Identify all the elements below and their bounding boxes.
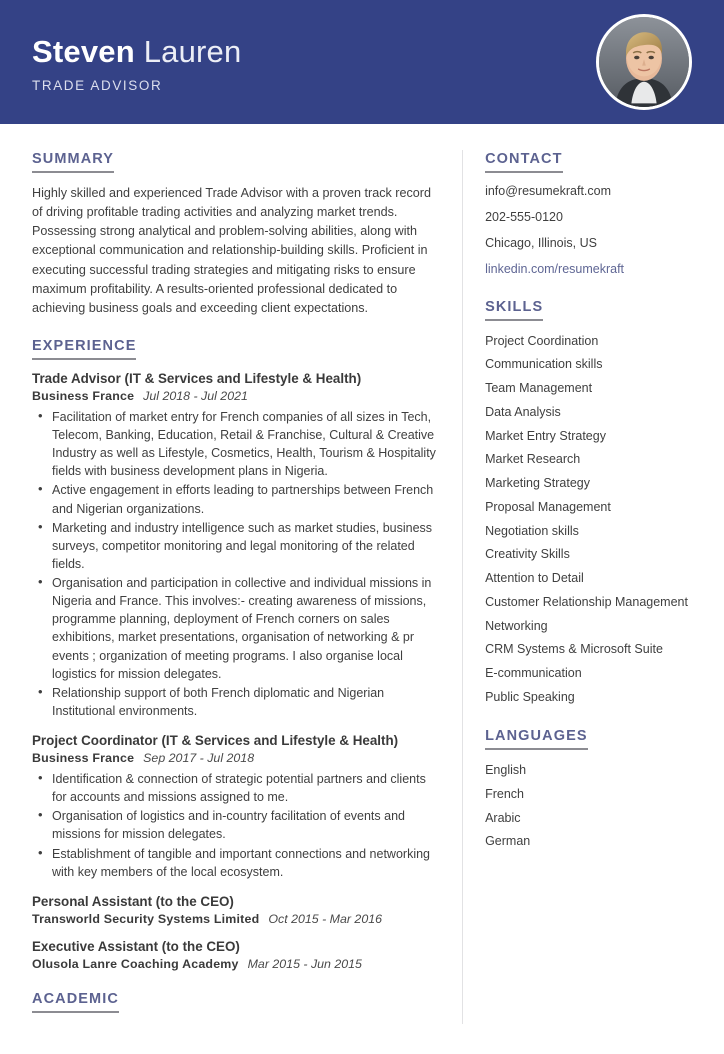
summary-section [32,150,442,318]
skills-heading: SKILLS [485,299,543,321]
skill-item: Customer Relationship Management [485,594,688,609]
contact-item-email[interactable]: info@resumekraft.com [485,184,611,198]
resume-body [0,124,724,1024]
job-bullet: • Organisation and participation in collective and individual missions in Nigeria and France. This involves:- creating awareness of missions, programme planning, deployment of French corners on sales exhibitions, market presentations, organisation of networking & pr events ; organization of meeting programs. I also organise local logistics for mission delegates. [32,574,442,683]
language-item: French [485,786,524,801]
portrait-photo-icon [599,17,689,107]
job-company: Transworld Security Systems Limited [32,911,260,926]
contact-item-phone: 202-555-0120 [485,209,563,224]
contact-heading: CONTACT [485,151,563,173]
job-company: Business France [32,388,135,403]
contact-item-link[interactable]: linkedin.com/resumekraft [485,261,625,276]
experience-section [32,337,442,971]
skill-item: Networking [485,618,548,633]
job-dates: Mar 2015 - Jun 2015 [247,956,362,971]
skill-item: E-communication [485,666,582,680]
academic-section [32,990,442,1054]
contact-list [485,183,696,278]
contact-item-location: Chicago, Illinois, US [485,235,597,250]
skill-item: Project Coordination [485,333,599,348]
avatar [596,14,692,110]
experience-item [32,371,442,720]
experience-item [32,733,442,881]
skill-item: Negotiation skills [485,523,579,538]
language-item: German [485,834,531,849]
languages-list [485,760,696,852]
left-column [32,150,462,1024]
skill-item: Marketing Strategy [485,476,590,490]
skill-item: CRM Systems & Microsoft Suite [485,642,663,657]
job-meta [32,957,442,971]
skill-item: Proposal Management [485,499,611,514]
academic-heading: ACADEMIC [32,991,119,1013]
job-dates: Oct 2015 - Mar 2016 [268,911,382,926]
last-name: Lauren [143,33,242,69]
skill-item: Team Management [485,381,593,395]
skill-item: Creativity Skills [485,547,570,562]
experience-item [32,894,442,926]
languages-heading: LANGUAGES [485,728,588,750]
job-dates: Sep 2017 - Jul 2018 [143,751,255,766]
first-name: Steven [32,33,135,69]
skill-item: Communication skills [485,357,603,372]
skill-item: Data Analysis [485,404,561,419]
skills-list [485,331,696,708]
job-bullet: • Active engagement in efforts leading to partnerships between French and Nigerian organizations. [32,481,442,517]
right-column [462,150,696,1024]
job-meta [32,912,442,926]
skill-item: Public Speaking [485,689,575,704]
experience-heading: EXPERIENCE [32,338,136,360]
contact-section [485,150,696,278]
language-item: Arabic [485,810,521,825]
resume-header [0,0,724,124]
experience-list [32,371,442,971]
job-role: Project Coordinator (IT & Services and Lifestyle & Health) [32,733,399,749]
job-bullet: • Relationship support of both French diplomatic and Nigerian Institutional environments. [32,684,442,720]
job-bullet: • Marketing and industry intelligence such as market studies, business surveys, competitor monitoring and legal monitoring of the related fields. [32,519,442,573]
skill-item: Attention to Detail [485,571,584,585]
job-meta [32,751,442,765]
experience-item [32,939,442,971]
job-bullet: • Identification & connection of strategic potential partners and clients for accounts and missions assigned to me. [32,770,442,806]
job-bullet: • Facilitation of market entry for French companies of all sizes in Tech, Telecom, Banking, Education, Retail & Franchise, Cultural & Creative Industry as well as Lifestyle, Cosmetics, Health, Tourism & Hospitality fields with business development plans in Nigeria. [32,408,442,481]
skills-section [485,298,696,708]
job-role: Personal Assistant (to the CEO) [32,893,234,909]
full-name [32,35,241,69]
job-company: Olusola Lanre Coaching Academy [32,956,239,971]
identity-block [32,31,241,93]
summary-text: Highly skilled and experienced Trade Advisor with a proven track record of driving profitable trading activities and analyzing market trends. Possessing strong analytical and problem-solving abilities, along with exceptional communication and relationship-building skills. Proficient in executing successful trading strategies and mitigating risks to ensure maximum profitability. A results-oriented professional dedicated to achieving business goals and exceeding client expectations. [32,186,432,315]
job-company: Business France [32,751,135,766]
job-role: Trade Advisor (IT & Services and Lifestyle & Health) [32,370,362,386]
job-bullet: • Organisation of logistics and in-country facilitation of events and missions for mission delegates. [32,807,442,843]
job-bullet: • Establishment of tangible and important connections and networking with key members of the local ecosystem. [32,845,442,881]
header-job-title: TRADE ADVISOR [32,78,163,94]
job-dates: Jul 2018 - Jul 2021 [143,388,248,403]
languages-section [485,727,696,852]
language-item: English [485,763,527,777]
job-role: Executive Assistant (to the CEO) [32,938,240,954]
skill-item: Market Entry Strategy [485,428,606,443]
skill-item: Market Research [485,452,581,467]
job-meta [32,389,442,403]
summary-heading: SUMMARY [32,151,114,173]
job-bullet-list [32,770,442,881]
job-bullet-list [32,408,442,720]
academic-body [32,1024,442,1054]
